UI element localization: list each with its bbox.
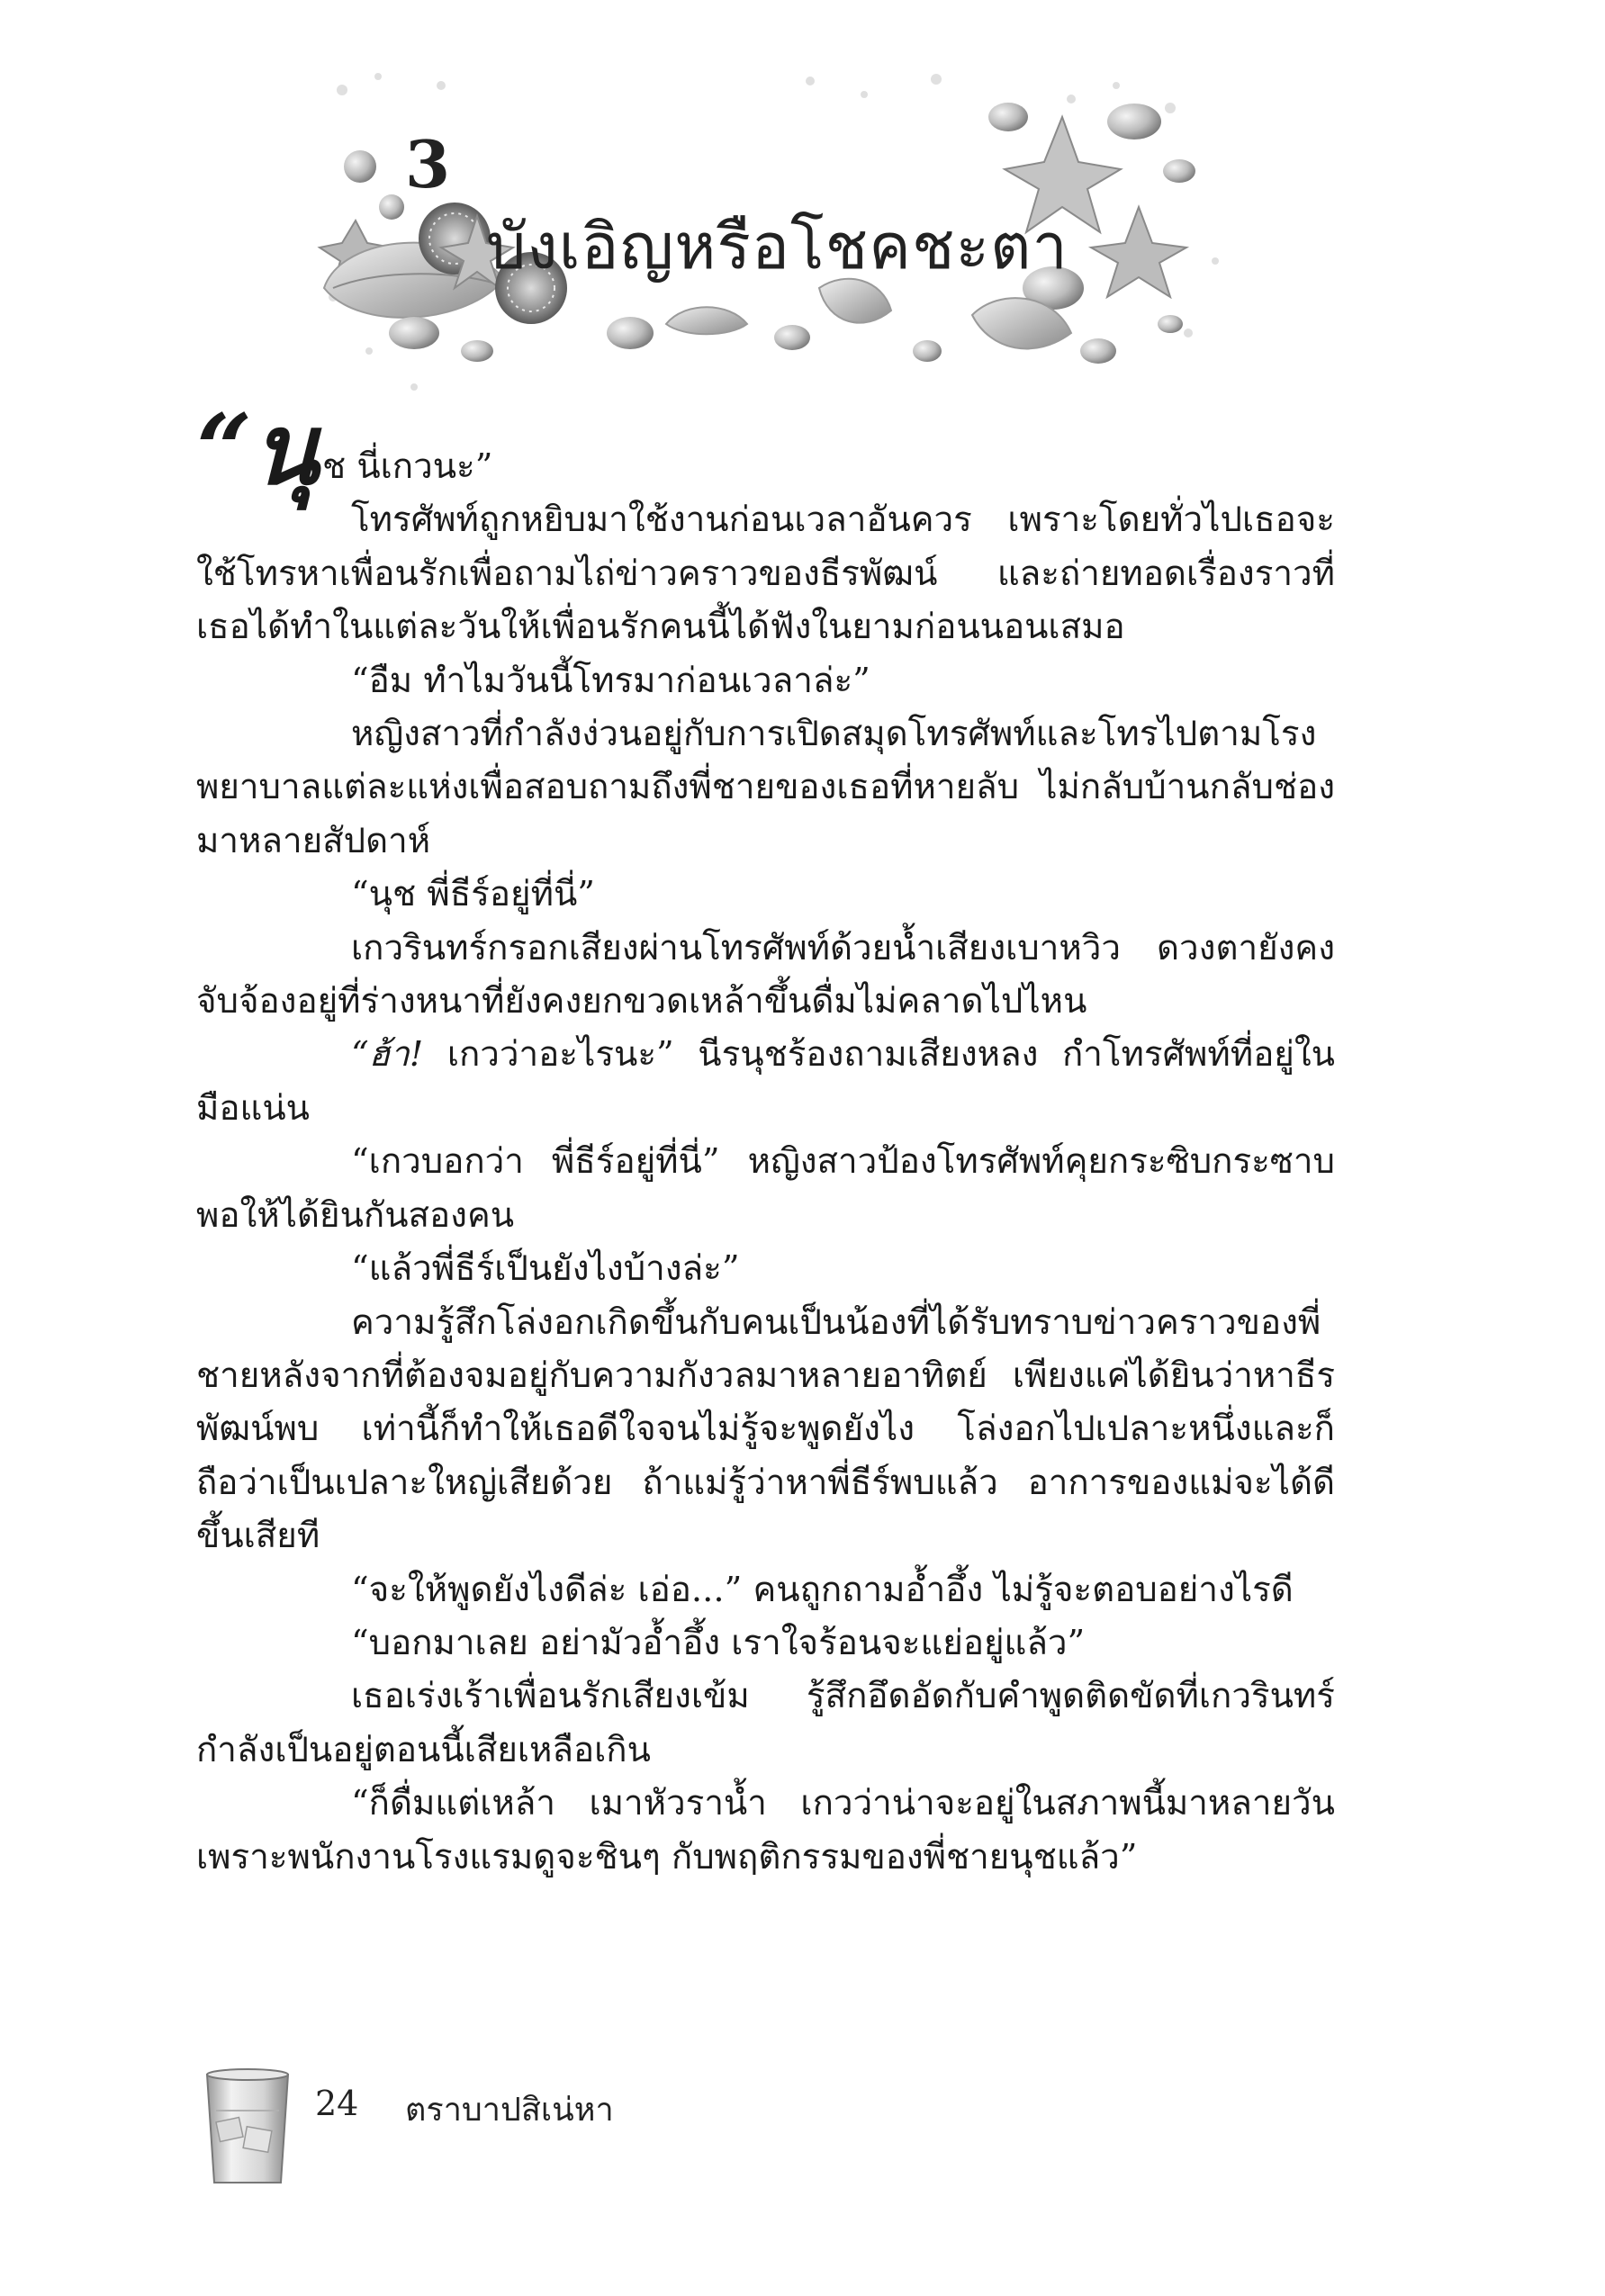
paragraph: เธอเร่งเร้าเพื่อนรักเสียงเข้ม รู้สึกอึดอัดกับคำพูดติดขัดที่เกวรินทร์กำลังเป็นอยู่ตอนนี้เสียเหลือเกิน — [196, 1676, 1335, 1770]
paragraph: ความรู้สึกโล่งอกเกิดขึ้นกับคนเป็นน้องที่ได้รับทราบข่าวคราวของพี่ชายหลังจากที่ต้องจมอยู่กับความกังวลมาหลายอาทิตย์ เพียงแค่ได้ยินว่าหาธีรพัฒน์พบ เท่านี้ก็ทำให้เธอดีใจจนไม่รู้จะพูดยังไง โล่งอกไปเปลาะหนึ่งและก็ถือว่าเป็นเปลาะใหญ่เสียด้วย ถ้าแม่รู้ว่าหาพี่ธีร์พบแล้ว อาการของแม่จะได้ดีขึ้นเสียที — [196, 1301, 1335, 1557]
paragraph: “ก็ดื่มแต่เหล้า เมาหัวราน้ำ เกวว่าน่าจะอยู่ในสภาพนี้มาหลายวันเพราะพนักงานโรงแรมดูจะชินๆ กับพฤติกรรมของพี่ชายนุชแล้ว” — [196, 1783, 1335, 1877]
paragraph: “บอกมาเลย อย่ามัวอ้ำอึ้ง เราใจร้อนจะแย่อยู่แล้ว” — [351, 1622, 1086, 1663]
glass-icon — [198, 2066, 297, 2192]
paragraph — [196, 1028, 1335, 1135]
exclamation-italic: “ฮ้า! — [351, 1034, 424, 1076]
page-footer — [198, 2066, 828, 2192]
book-title: ตราบาปสิเน่หา — [405, 2092, 614, 2129]
paragraph-text: เกวว่าอะไรนะ” นีรนุชร้องถามเสียงหลง กำโทรศัพท์ที่อยู่ในมือแน่น — [196, 1034, 1335, 1129]
paragraph: เกวรินทร์กรอกเสียงผ่านโทรศัพท์ด้วยน้ำเสียงเบาหวิว ดวงตายังคงจับจ้องอยู่ที่ร่างหนาที่ยังคงยกขวดเหล้าขึ้นดื่มไม่คลาดไปไหน — [196, 927, 1335, 1022]
paragraph: “จะให้พูดยังไงดีล่ะ เอ่อ...” คนถูกถามอ้ำอึ้ง ไม่รู้จะตอบอย่างไรดี — [351, 1569, 1294, 1610]
opening-paragraph — [196, 393, 1335, 507]
chapter-body — [196, 393, 1335, 1884]
chapter-title: บังเอิญหรือโชคชะตา — [486, 210, 1068, 284]
paragraph: “อืม ทำไมวันนี้โทรมาก่อนเวลาล่ะ” — [351, 660, 870, 701]
page-number: 24 — [315, 2084, 359, 2123]
drop-cap: “นุ — [196, 393, 319, 507]
paragraph: โทรศัพท์ถูกหยิบมาใช้งานก่อนเวลาอันควร เพราะโดยทั่วไปเธอจะใช้โทรหาเพื่อนรักเพื่อถามไถ่ข่าวคราวของธีรพัฒน์ และถ่ายทอดเรื่องราวที่เธอได้ทำในแต่ละวันให้เพื่อนรักคนนี้ได้ฟังในยามก่อนนอนเสมอ — [196, 500, 1335, 648]
paragraph: “แล้วพี่ธีร์เป็นยังไงบ้างล่ะ” — [351, 1248, 740, 1290]
chapter-number: 3 — [405, 126, 451, 203]
paragraph: “เกวบอกว่า พี่ธีร์อยู่ที่นี่” หญิงสาวป้องโทรศัพท์คุยกระซิบกระซาบพอให้ได้ยินกันสองคน — [196, 1141, 1335, 1236]
paragraph: หญิงสาวที่กำลังง่วนอยู่กับการเปิดสมุดโทรศัพท์และโทรไปตามโรงพยาบาลแต่ละแห่งเพื่อสอบถามถึงพี่ชายของเธอที่หายลับ ไม่กลับบ้านกลับช่องมาหลายสัปดาห์ — [196, 714, 1335, 861]
opening-line-text: ช นี่เกวนะ” — [321, 446, 493, 487]
paragraph: “นุช พี่ธีร์อยู่ที่นี่” — [351, 874, 595, 915]
